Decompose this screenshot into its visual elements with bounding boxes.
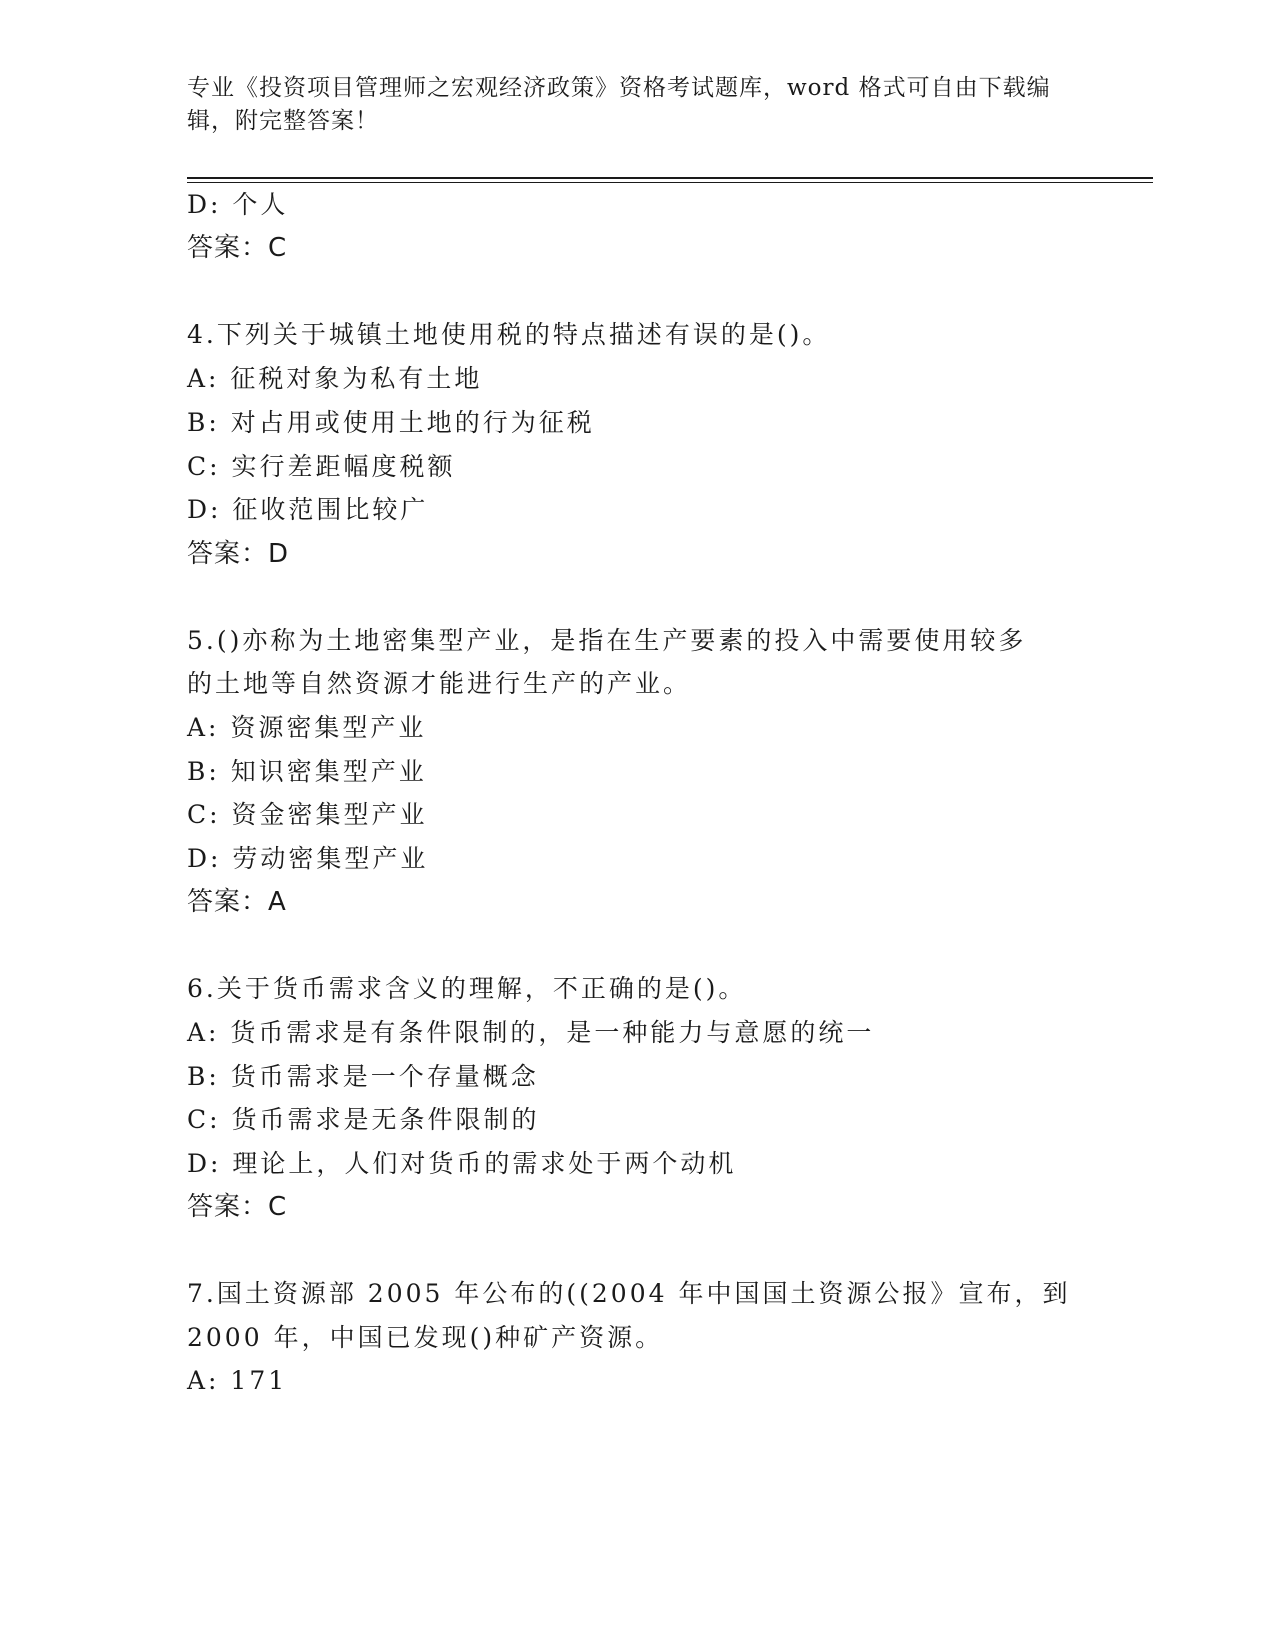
header-line-1: 专业《投资项目管理师之宏观经济政策》资格考试题库，word 格式可自由下载编 — [187, 75, 1051, 101]
q5-stem-line-1: 5.()亦称为土地密集型产业，是指在生产要素的投入中需要使用较多 — [187, 626, 1027, 655]
q7-stem-line-2: 2000 年，中国已发现()种矿产资源。 — [187, 1323, 664, 1352]
q6-answer: 答案：C — [187, 1192, 288, 1222]
q3-answer: 答案：C — [187, 233, 288, 263]
q7-stem-line-1: 7.国土资源部 2005 年公布的((2004 年中国国土资源公报》宣布，到 — [187, 1279, 1071, 1308]
q6-stem: 6.关于货币需求含义的理解，不正确的是()。 — [187, 974, 747, 1003]
q5-option-c: C: 资金密集型产业 — [187, 800, 428, 829]
q5-option-d: D: 劳动密集型产业 — [187, 844, 429, 873]
q7-option-a: A: 171 — [187, 1366, 288, 1395]
document-header — [187, 72, 1067, 138]
q6-option-c: C: 货币需求是无条件限制的 — [187, 1105, 540, 1134]
q4-option-a: A: 征税对象为私有土地 — [187, 364, 483, 393]
q5-option-a: A: 资源密集型产业 — [187, 713, 427, 742]
header-rule-thick — [187, 177, 1153, 179]
q6-option-d: D: 理论上，人们对货币的需求处于两个动机 — [187, 1149, 737, 1178]
q4-option-d: D: 征收范围比较广 — [187, 495, 429, 524]
q4-option-b: B: 对占用或使用土地的行为征税 — [187, 408, 595, 437]
q4-stem: 4.下列关于城镇土地使用税的特点描述有误的是()。 — [187, 320, 831, 349]
q3-option-d: D: 个人 — [187, 190, 289, 219]
q4-option-c: C: 实行差距幅度税额 — [187, 452, 456, 481]
q4-answer: 答案：D — [187, 539, 290, 569]
q6-option-a: A: 货币需求是有条件限制的，是一种能力与意愿的统一 — [187, 1018, 875, 1047]
q5-stem-line-2: 的土地等自然资源才能进行生产的产业。 — [187, 669, 692, 698]
q5-answer: 答案：A — [187, 887, 287, 917]
q6-option-b: B: 货币需求是一个存量概念 — [187, 1062, 539, 1091]
header-rule-thin — [187, 182, 1153, 183]
header-line-2: 辑，附完整答案！ — [187, 108, 379, 134]
q5-option-b: B: 知识密集型产业 — [187, 757, 427, 786]
